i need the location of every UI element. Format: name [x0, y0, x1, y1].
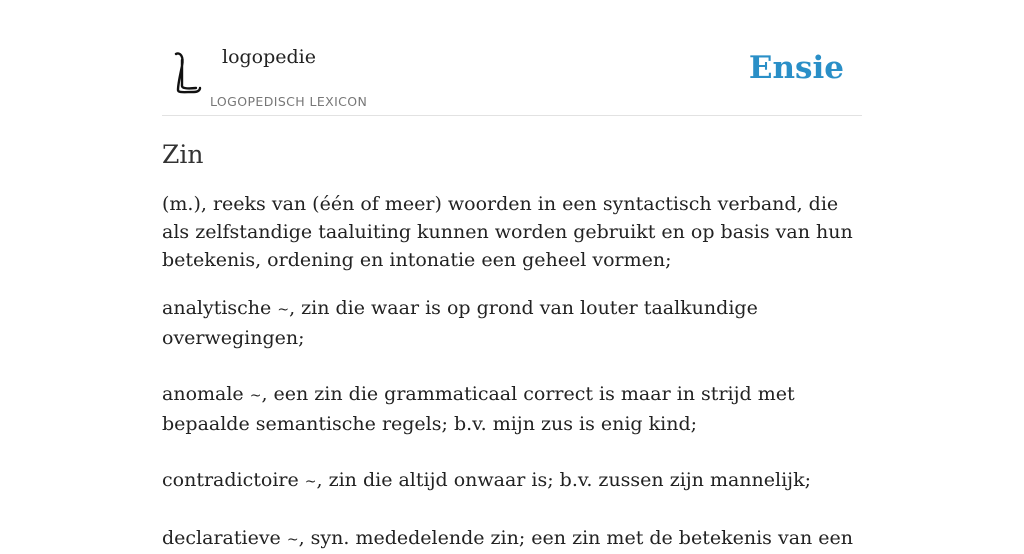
page — [162, 0, 862, 554]
entry-term: anomale — [162, 383, 244, 405]
page-title: Zin — [162, 140, 204, 169]
site-name-link[interactable]: logopedie — [222, 46, 317, 68]
site-header — [162, 0, 862, 116]
entry-tilde: ~ — [304, 474, 317, 490]
definition-text: (m.), reeks van (één of meer) woorden in een syntactisch verband, die als zelfstandige taaluiting kunnen worden gebruikt en op basis van hun betekenis, ordening en intonatie een geheel vormen; — [162, 193, 853, 271]
site-subtitle: LOGOPEDISCH LEXICON — [210, 94, 368, 109]
entry-term: contradictoire — [162, 469, 299, 491]
entry-text: , zin die altijd onwaar is; b.v. zussen zijn mannelijk; — [316, 469, 811, 491]
entry-text: , een zin die grammaticaal correct is maar in strijd met bepaalde semantische regels; b.v. mijn zus is enig kind; — [162, 383, 795, 435]
list-item — [162, 294, 862, 352]
entry-list — [162, 294, 862, 554]
list-item — [162, 380, 862, 438]
ensie-brand-link[interactable]: Ensie — [748, 50, 844, 86]
list-item — [162, 524, 862, 554]
entry-text: , syn. mededelende zin; een zin met de betekenis van een — [298, 527, 854, 549]
entry-term: declaratieve — [162, 527, 281, 549]
entry-tilde: ~ — [277, 302, 290, 318]
entry-tilde: ~ — [286, 532, 299, 548]
logo-icon[interactable] — [166, 48, 206, 98]
list-item — [162, 466, 862, 496]
entry-term: analytische — [162, 297, 272, 319]
entry-tilde: ~ — [249, 388, 262, 404]
entry-text: , zin die waar is op grond van louter taalkundige overwegingen; — [162, 297, 758, 349]
